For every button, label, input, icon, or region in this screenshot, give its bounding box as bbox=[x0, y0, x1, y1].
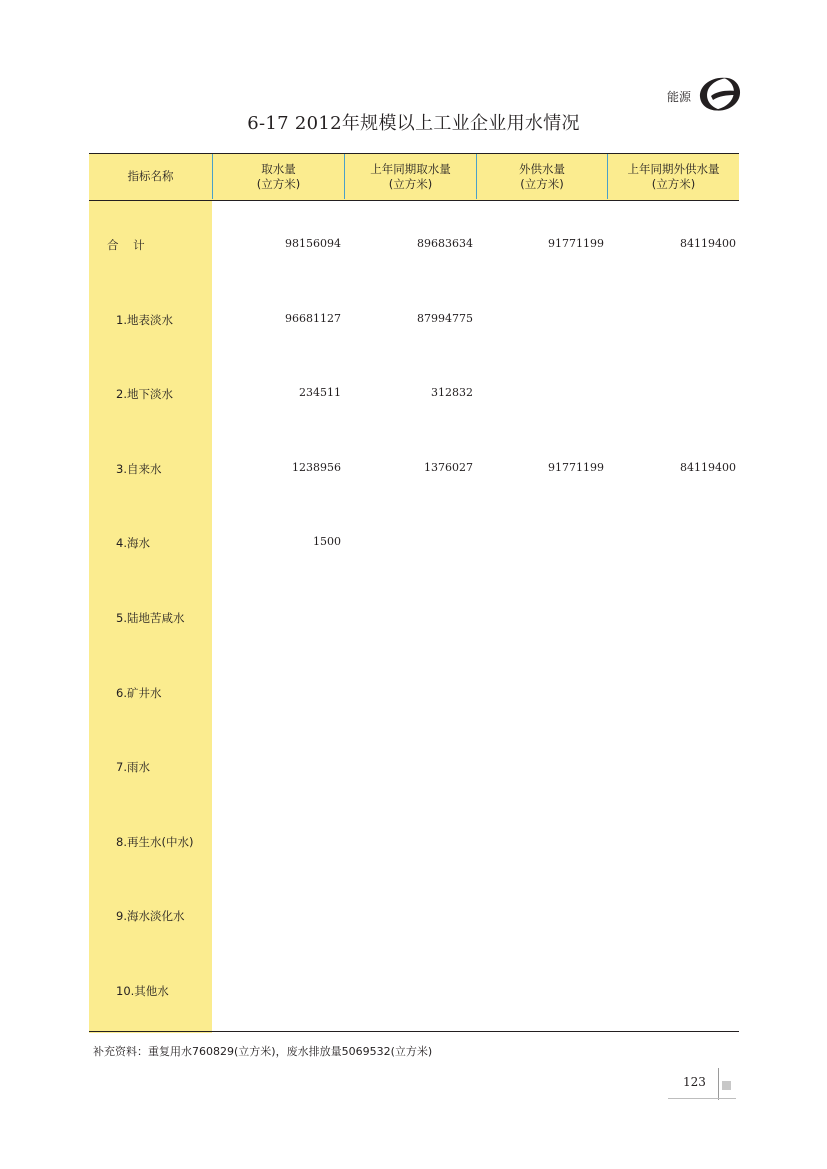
section-header bbox=[667, 74, 743, 114]
page-footer-rule bbox=[668, 1098, 736, 1099]
table-row bbox=[89, 610, 739, 630]
table-row bbox=[89, 386, 739, 406]
page-marker bbox=[722, 1081, 731, 1090]
page-number: 123 bbox=[683, 1075, 706, 1089]
row-label: 2.地下淡水 bbox=[116, 387, 173, 402]
row-label: 6.矿井水 bbox=[116, 685, 162, 700]
table-cell: 91771199 bbox=[548, 460, 604, 474]
table-row bbox=[89, 685, 739, 705]
row-label: 9.海水淡化水 bbox=[116, 909, 185, 924]
table-row bbox=[89, 237, 739, 257]
table-cell: 84119400 bbox=[680, 237, 736, 250]
table-row bbox=[89, 535, 739, 555]
row-label: 4.海水 bbox=[116, 536, 150, 551]
table-row bbox=[89, 834, 739, 854]
table-cell: 234511 bbox=[299, 386, 341, 400]
table-row bbox=[89, 312, 739, 332]
table-row bbox=[89, 983, 739, 1003]
table-cell: 1500 bbox=[313, 535, 341, 549]
row-label: 10.其他水 bbox=[116, 984, 169, 998]
label-column-background bbox=[89, 153, 212, 1033]
row-label: 3.自来水 bbox=[116, 461, 162, 476]
page-title: 6-17 2012年规模以上工业企业用水情况 bbox=[247, 113, 580, 134]
header-water-intake: 取水量 (立方米) bbox=[212, 154, 344, 199]
table-cell: 98156094 bbox=[285, 237, 341, 250]
row-label: 5.陆地苦咸水 bbox=[116, 611, 185, 625]
table-cell: 91771199 bbox=[548, 237, 604, 250]
logo-icon bbox=[697, 74, 743, 114]
page-number-divider bbox=[718, 1068, 719, 1100]
row-label: 7.雨水 bbox=[116, 760, 150, 775]
table-cell: 84119400 bbox=[680, 460, 736, 474]
table-cell: 312832 bbox=[431, 386, 473, 400]
header-prior-year-supply: 上年同期外供水量 (立方米) bbox=[607, 154, 739, 199]
section-label: 能源 bbox=[666, 89, 691, 104]
table-row bbox=[89, 908, 739, 928]
table-cell: 96681127 bbox=[285, 311, 341, 325]
table-cell: 1376027 bbox=[424, 460, 473, 474]
table-cell: 87994775 bbox=[417, 311, 473, 325]
header-external-supply: 外供水量 (立方米) bbox=[476, 154, 607, 199]
header-prior-year-intake: 上年同期取水量 (立方米) bbox=[344, 154, 476, 199]
row-label: 1.地表淡水 bbox=[116, 312, 173, 327]
header-indicator-name: 指标名称 bbox=[127, 169, 174, 183]
row-label: 合 计 bbox=[107, 238, 145, 252]
table-cell: 89683634 bbox=[417, 237, 473, 250]
table-cell: 1238956 bbox=[292, 460, 341, 474]
table-row bbox=[89, 461, 739, 481]
table-bottom-rule bbox=[89, 1031, 739, 1032]
table-header bbox=[89, 153, 739, 201]
data-table bbox=[89, 153, 739, 1033]
footnote: 补充资料：重复用水760829(立方米)，废水排放量5069532(立方米) bbox=[93, 1045, 433, 1058]
table-row bbox=[89, 759, 739, 779]
row-label: 8.再生水(中水) bbox=[116, 834, 194, 849]
